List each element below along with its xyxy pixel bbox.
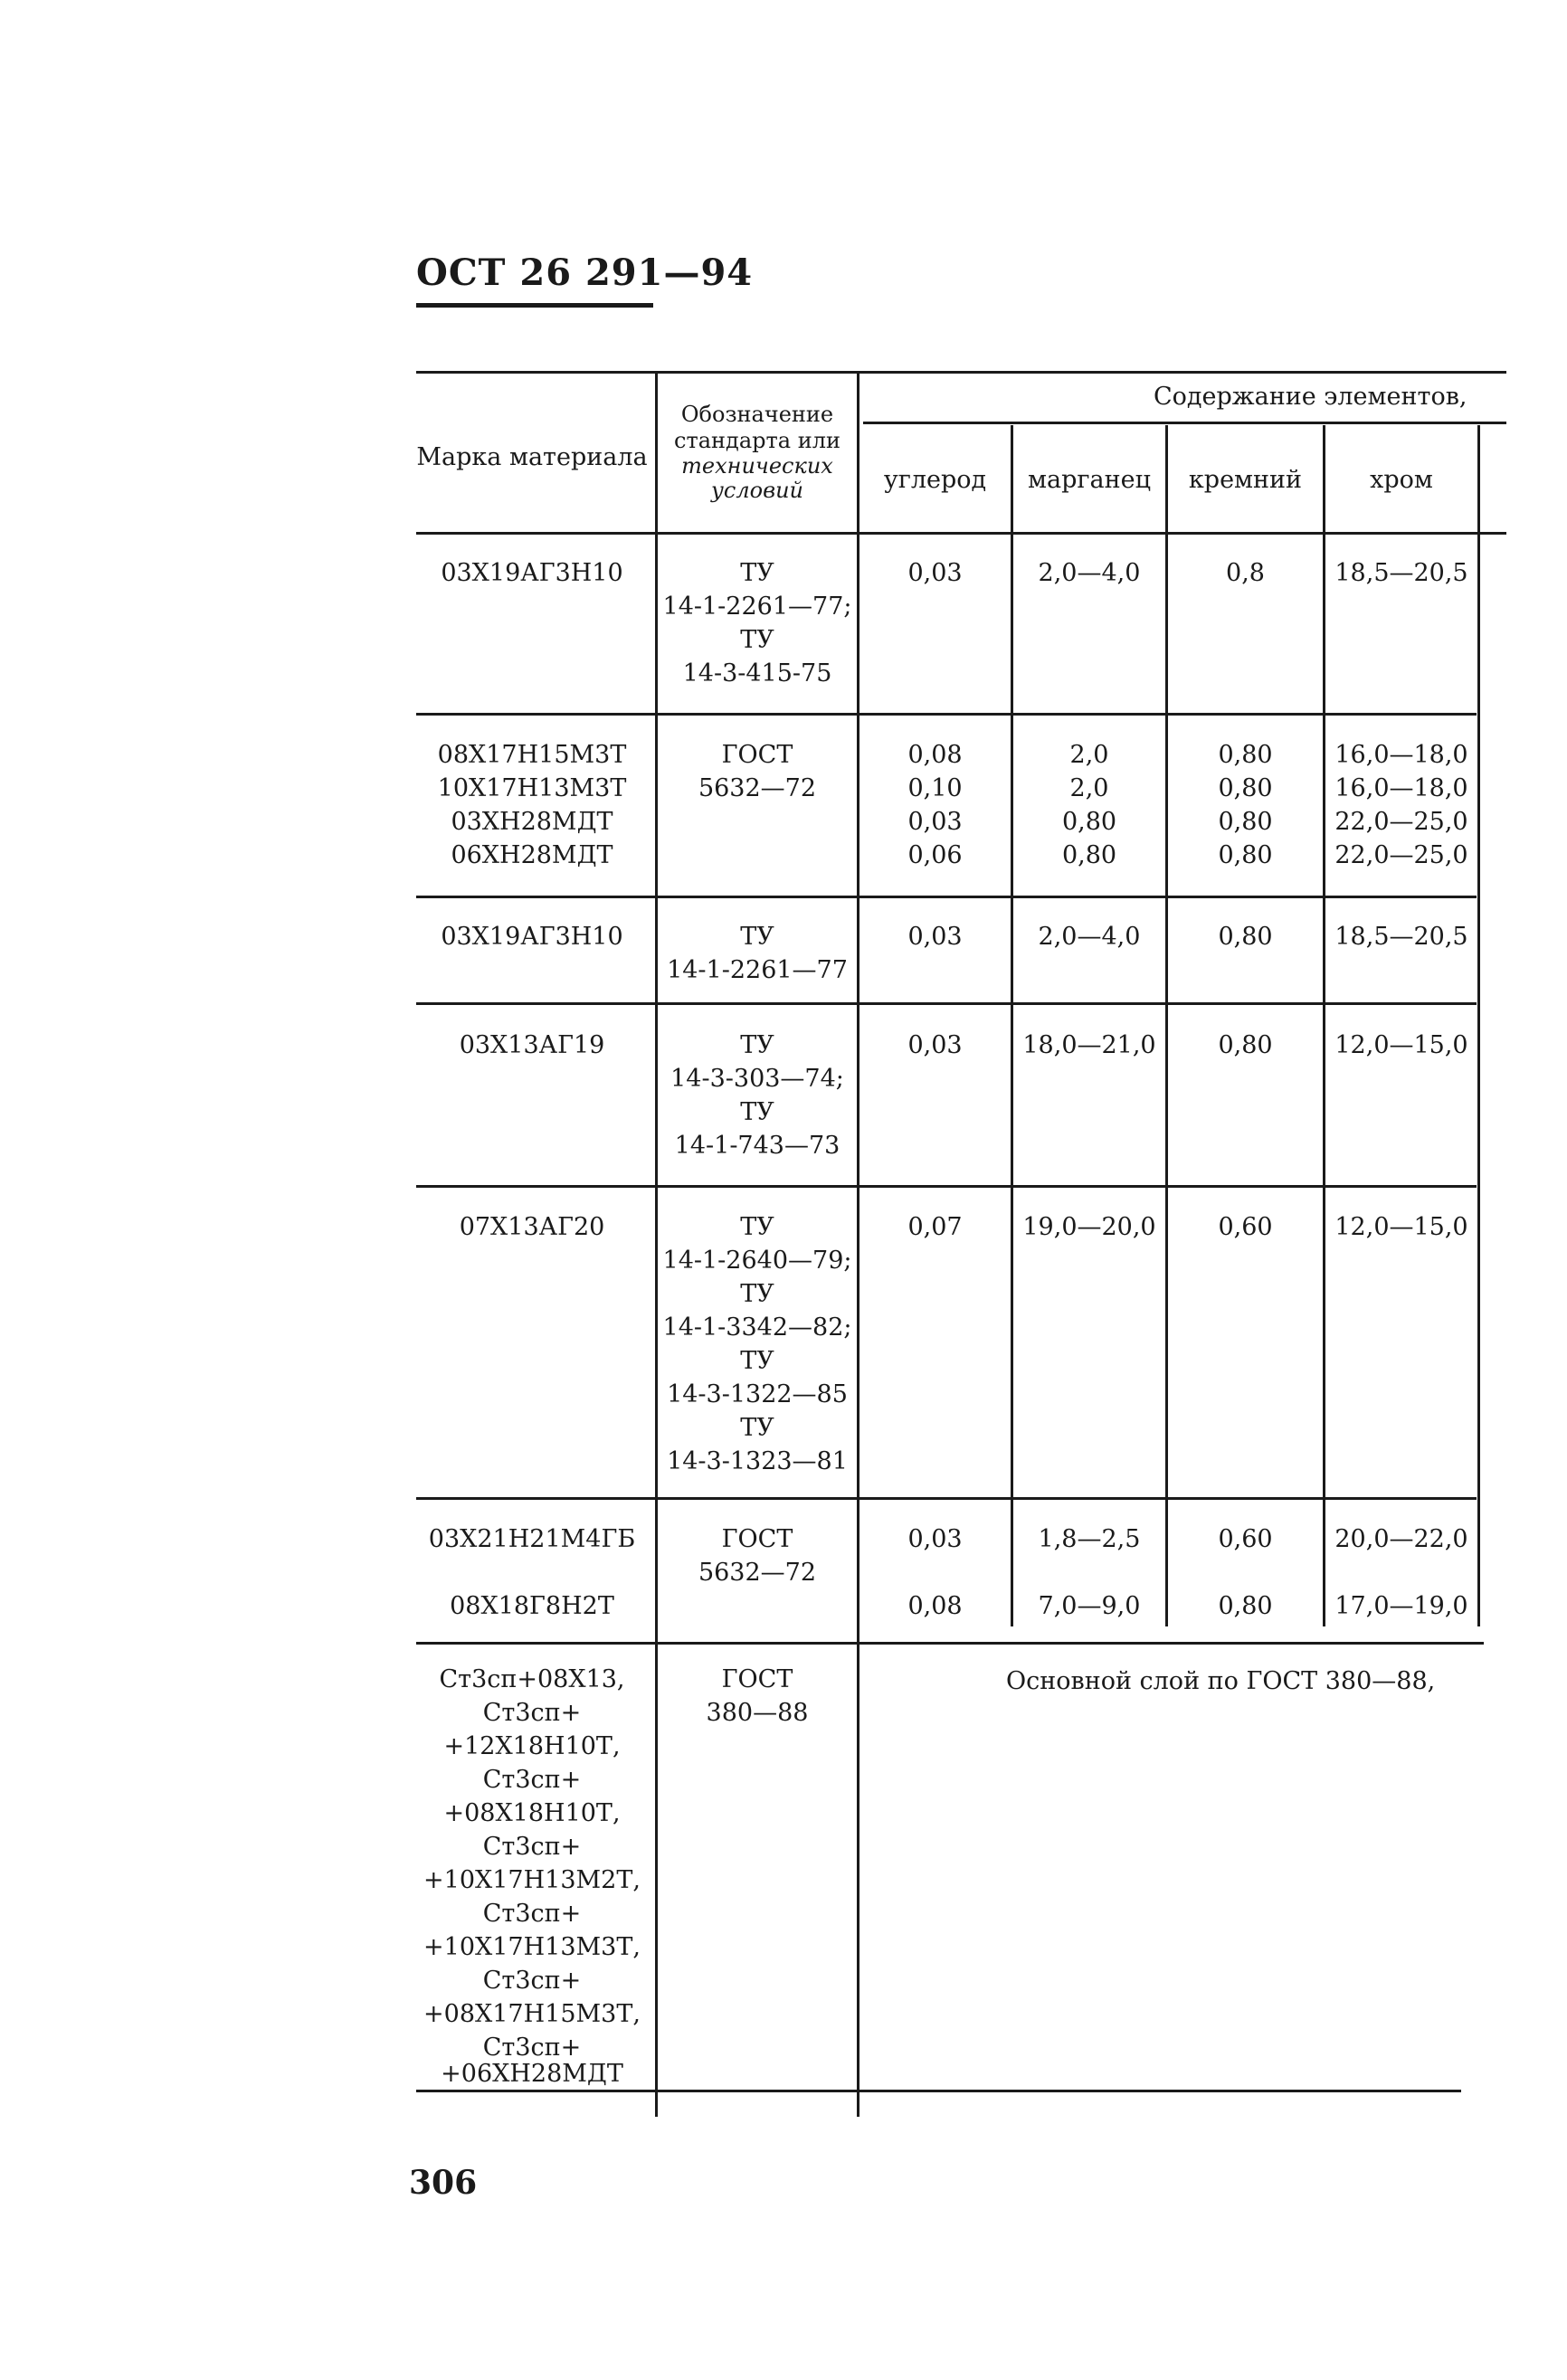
row2-manganese-3: 0,80 [1061,808,1117,836]
row6-carbon: 0,03 [907,1525,963,1553]
row8-material-13: +06ХН28МДТ [441,2060,623,2088]
header-manganese: марганец [1028,466,1151,494]
row2-silicon-3: 0,80 [1218,808,1273,836]
row5-standard-5: ТУ [740,1347,774,1375]
row5-standard-1: ТУ [740,1213,774,1241]
row4-carbon: 0,03 [907,1031,963,1059]
header-standard-line-4: условий [711,478,803,503]
row5-standard-8: 14-3-1323—81 [667,1447,848,1475]
row5-standard-3: ТУ [740,1280,774,1308]
row-rule [416,896,1477,898]
row2-material-2: 10Х17Н13М3Т [437,774,627,802]
row8-material-7: +10Х17Н13М2Т, [423,1866,641,1894]
row-rule [416,1497,1477,1500]
row6-manganese: 1,8—2,5 [1038,1525,1141,1553]
header-standard-line-1: Обозначение [680,402,834,427]
row8-material-1: Ст3сп+08Х13, [439,1665,625,1693]
row2-carbon-3: 0,03 [907,808,963,836]
row7-material: 08Х18Г8Н2Т [450,1592,614,1620]
row3-standard-2: 14-1-2261—77 [667,956,848,984]
row3-material: 03Х19АГ3Н10 [441,923,623,951]
row8-material-9: +10Х17Н13М3Т, [423,1933,641,1961]
row5-chromium: 12,0—15,0 [1334,1213,1468,1241]
row2-material-4: 06ХН28МДТ [451,841,613,869]
row4-manganese: 18,0—21,0 [1022,1031,1156,1059]
header-carbon: углерод [883,466,987,494]
row5-manganese: 19,0—20,0 [1022,1213,1156,1241]
row2-chromium-1: 16,0—18,0 [1334,741,1468,769]
header-bottom-rule [416,532,1506,535]
row8-material-12: Ст3сп+ [482,2034,582,2062]
row4-material: 03Х13АГ19 [459,1031,605,1059]
row2-manganese-4: 0,80 [1061,841,1117,869]
col-divider-6 [1477,425,1480,1626]
row1-carbon: 0,03 [907,559,963,587]
row2-silicon-4: 0,80 [1218,841,1273,869]
row2-silicon-2: 0,80 [1218,774,1273,802]
row2-carbon-2: 0,10 [907,774,963,802]
row3-chromium: 18,5—20,5 [1334,923,1468,951]
row-rule [416,713,1477,716]
row8-standard-1: ГОСТ [721,1665,793,1693]
row2-material-1: 08Х17Н15М3Т [437,741,627,769]
row-rule [416,1002,1477,1005]
row6-standard-2: 5632—72 [698,1559,817,1587]
row3-manganese: 2,0—4,0 [1038,923,1141,951]
row2-chromium-4: 22,0—25,0 [1334,841,1468,869]
row5-silicon: 0,60 [1218,1213,1273,1241]
table-top-rule [416,371,1506,374]
header-silicon: кремний [1188,466,1303,494]
row1-manganese: 2,0—4,0 [1038,559,1141,587]
row4-chromium: 12,0—15,0 [1334,1031,1468,1059]
row8-material-4: Ст3сп+ [482,1766,582,1794]
row4-silicon: 0,80 [1218,1031,1273,1059]
row2-material-3: 03ХН28МДТ [451,808,613,836]
row4-standard-2: 14-3-303—74; [670,1065,844,1093]
row2-carbon-1: 0,08 [907,741,963,769]
row8-material-11: +08Х17Н15М3Т, [423,2000,641,2028]
col-divider-2 [857,373,859,2117]
row7-carbon: 0,08 [907,1592,963,1620]
row2-manganese-1: 2,0 [1069,741,1109,769]
row-rule [416,1185,1477,1188]
row1-standard-4: 14-3-415-75 [682,659,832,687]
row1-standard-1: ТУ [740,559,774,587]
row1-standard-2: 14-1-2261—77; [662,593,852,621]
row5-material: 07Х13АГ20 [459,1213,605,1241]
row3-silicon: 0,80 [1218,923,1273,951]
row5-standard-2: 14-1-2640—79; [662,1247,852,1275]
row1-material: 03Х19АГ3Н10 [441,559,623,587]
document-code-underline [416,303,653,308]
row6-silicon: 0,60 [1218,1525,1273,1553]
header-chromium: хром [1370,466,1433,494]
row7-manganese: 7,0—9,0 [1038,1592,1141,1620]
row5-standard-7: ТУ [740,1414,774,1442]
row5-standard-4: 14-1-3342—82; [662,1313,852,1342]
row5-carbon: 0,07 [907,1213,963,1241]
row8-material-5: +08Х18Н10Т, [443,1799,621,1827]
row4-standard-3: ТУ [740,1098,774,1126]
row2-silicon-1: 0,80 [1218,741,1273,769]
row3-carbon: 0,03 [907,923,963,951]
row2-standard-2: 5632—72 [698,774,817,802]
row8-material-6: Ст3сп+ [482,1833,582,1861]
header-standard-line-2: стандарта или [674,428,840,453]
row5-standard-6: 14-3-1322—85 [667,1380,848,1408]
row6-chromium: 20,0—22,0 [1334,1525,1468,1553]
row8-material-10: Ст3сп+ [482,1967,582,1995]
row-rule [416,1642,1484,1645]
row6-standard-1: ГОСТ [721,1525,793,1553]
row4-standard-4: 14-1-743—73 [674,1132,840,1160]
col-divider-5 [1323,425,1325,1626]
col-divider-4 [1165,425,1168,1626]
row3-standard-1: ТУ [740,923,774,951]
col-divider-3 [1011,425,1013,1626]
row2-chromium-2: 16,0—18,0 [1334,774,1468,802]
document-code: ОСТ 26 291—94 [416,251,754,294]
row8-note: Основной слой по ГОСТ 380—88, [1006,1667,1436,1695]
header-material: Марка материала [416,443,648,471]
header-content-group: Содержание элементов, [1154,383,1467,411]
row6-material: 03Х21Н21М4ГБ [428,1525,636,1553]
row2-standard-1: ГОСТ [721,741,793,769]
row8-material-3: +12Х18Н10Т, [443,1732,621,1760]
row8-standard-2: 380—88 [706,1699,809,1727]
row2-carbon-4: 0,06 [907,841,963,869]
row1-chromium: 18,5—20,5 [1334,559,1468,587]
row7-chromium: 17,0—19,0 [1334,1592,1468,1620]
row4-standard-1: ТУ [740,1031,774,1059]
row1-silicon: 0,8 [1226,559,1265,587]
group-header-rule [863,422,1506,424]
row1-standard-3: ТУ [740,626,774,654]
header-standard-line-3: технических [681,453,833,479]
page-number: 306 [409,2164,478,2202]
row8-material-8: Ст3сп+ [482,1900,582,1928]
row7-silicon: 0,80 [1218,1592,1273,1620]
row2-chromium-3: 22,0—25,0 [1334,808,1468,836]
row8-material-2: Ст3сп+ [482,1699,582,1727]
row2-manganese-2: 2,0 [1069,774,1109,802]
